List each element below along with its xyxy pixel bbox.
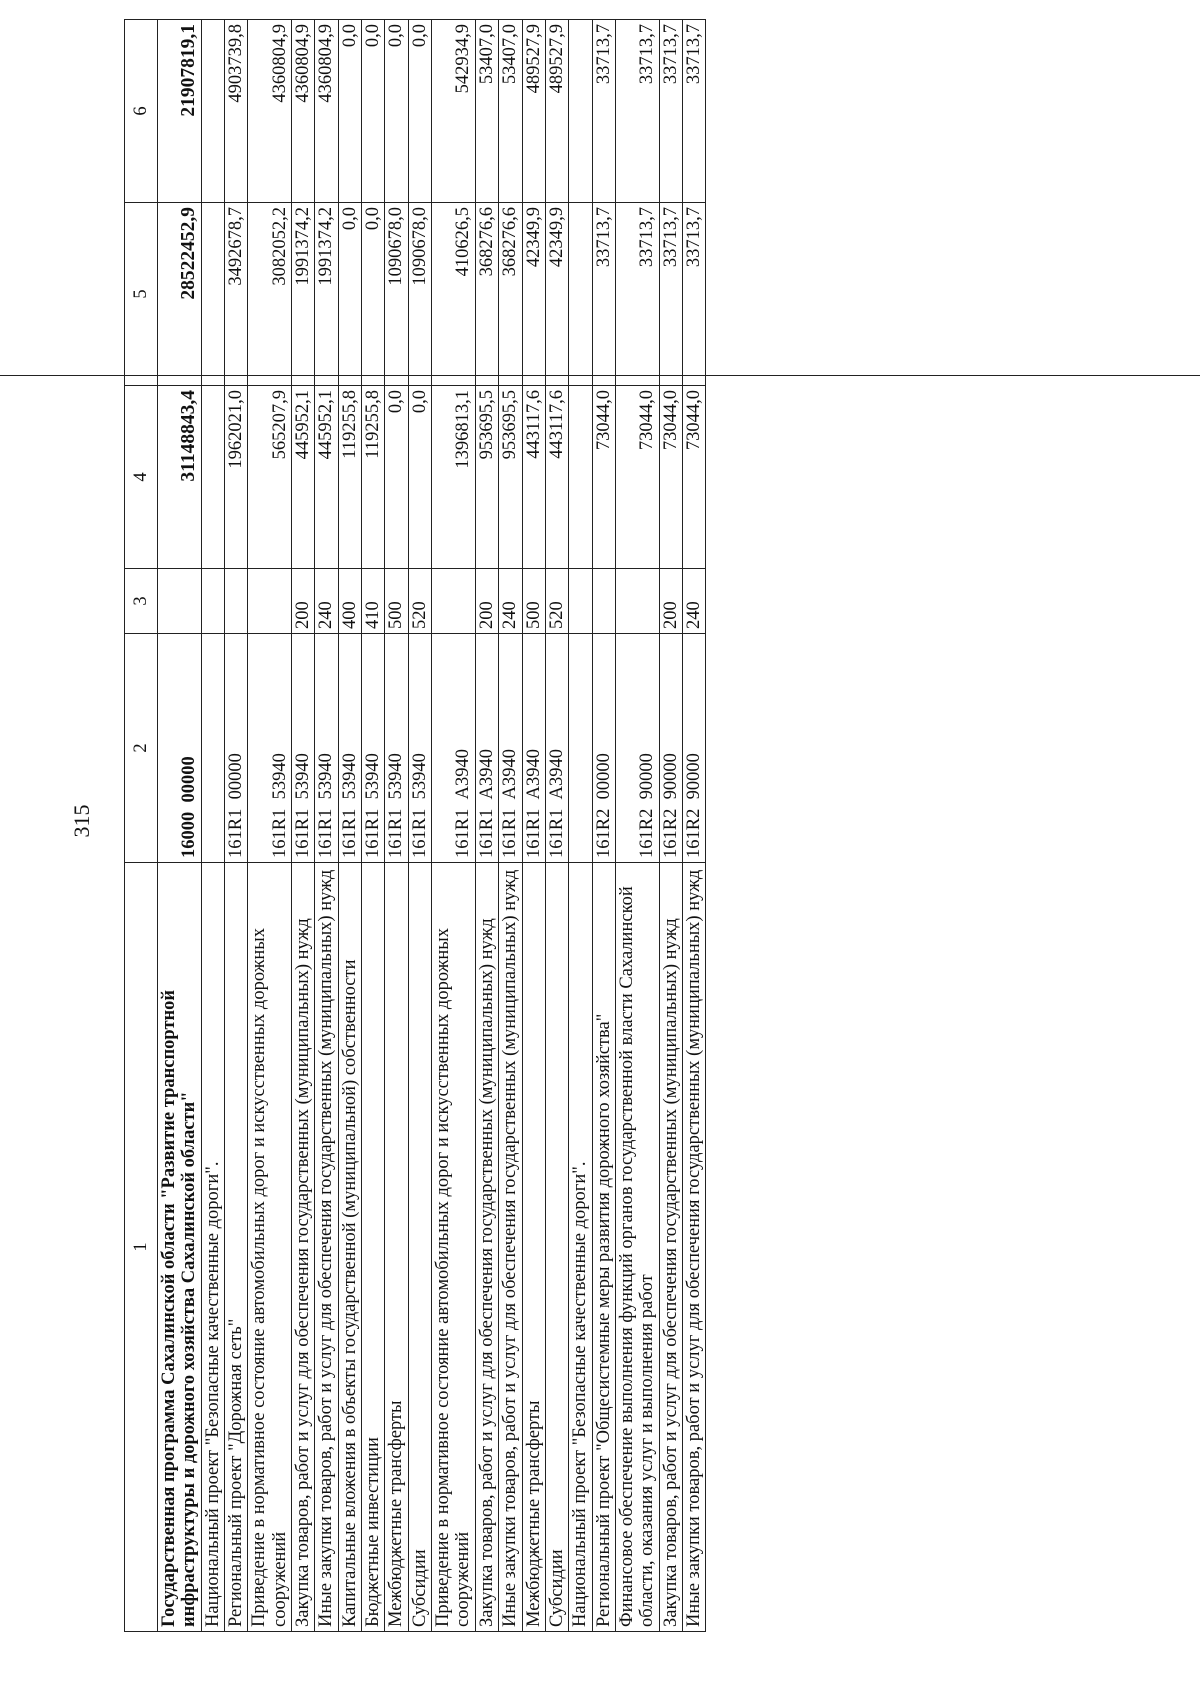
table-row bbox=[315, 20, 338, 1632]
expense-type-cell: 520 bbox=[408, 569, 431, 634]
amount-col4-cell bbox=[569, 386, 592, 569]
amount-col5-cell: 28522452,9 bbox=[158, 203, 202, 386]
row-name-cell: Национальный проект "Безопасные качественные дороги". bbox=[201, 863, 224, 1632]
amount-col6-cell: 4360804,9 bbox=[292, 20, 315, 203]
target-code-cell: 161R2 90000 bbox=[659, 634, 682, 863]
amount-col6-cell: 489527,9 bbox=[522, 20, 545, 203]
amount-col4-cell: 953695,5 bbox=[475, 386, 498, 569]
target-code-cell: 161R1 А3940 bbox=[545, 634, 568, 863]
table-body bbox=[158, 20, 706, 1632]
column-header-4: 4 bbox=[125, 386, 158, 569]
row-name-cell: Приведение в нормативное состояние автомобильных дорог и искусственных дорожных сооружений bbox=[248, 863, 292, 1632]
amount-col4-cell: 73044,0 bbox=[615, 386, 659, 569]
amount-col4-cell: 73044,0 bbox=[682, 386, 705, 569]
amount-col5-cell: 368276,6 bbox=[499, 203, 522, 386]
amount-col6-cell: 4903739,8 bbox=[225, 20, 248, 203]
expense-type-cell bbox=[569, 569, 592, 634]
amount-col6-cell: 489527,9 bbox=[545, 20, 568, 203]
amount-col6-cell: 0,0 bbox=[408, 20, 431, 203]
amount-col4-cell: 73044,0 bbox=[659, 386, 682, 569]
expense-type-cell bbox=[201, 569, 224, 634]
amount-col6-cell: 33713,7 bbox=[615, 20, 659, 203]
row-name-cell: Приведение в нормативное состояние автомобильных дорог и искусственных дорожных сооружений bbox=[432, 863, 476, 1632]
expense-type-cell: 200 bbox=[292, 569, 315, 634]
row-name-cell: Субсидии bbox=[545, 863, 568, 1632]
amount-col4-cell: 953695,5 bbox=[499, 386, 522, 569]
amount-col5-cell: 1090678,0 bbox=[385, 203, 408, 386]
amount-col5-cell: 33713,7 bbox=[659, 203, 682, 386]
amount-col5-cell: 368276,6 bbox=[475, 203, 498, 386]
amount-col5-cell: 42349,9 bbox=[545, 203, 568, 386]
amount-col5-cell: 33713,7 bbox=[592, 203, 615, 386]
expense-type-cell: 520 bbox=[545, 569, 568, 634]
row-name-cell: Субсидии bbox=[408, 863, 431, 1632]
table-row bbox=[225, 20, 248, 1632]
target-code-cell: 161R1 00000 bbox=[225, 634, 248, 863]
amount-col6-cell: 4360804,9 bbox=[315, 20, 338, 203]
target-code-cell: 16000 00000 bbox=[158, 634, 202, 863]
amount-col6-cell: 33713,7 bbox=[592, 20, 615, 203]
row-name-cell: Бюджетные инвестиции bbox=[362, 863, 385, 1632]
expense-type-cell: 240 bbox=[315, 569, 338, 634]
header-row bbox=[125, 20, 158, 1632]
table-row bbox=[499, 20, 522, 1632]
target-code-cell: 161R1 53940 bbox=[248, 634, 292, 863]
table-row bbox=[545, 20, 568, 1632]
table-row bbox=[385, 20, 408, 1632]
amount-col5-cell: 410626,5 bbox=[432, 203, 476, 386]
amount-col5-cell: 0,0 bbox=[338, 203, 361, 386]
expense-type-cell bbox=[615, 569, 659, 634]
target-code-cell: 161R2 90000 bbox=[682, 634, 705, 863]
target-code-cell: 161R1 53940 bbox=[362, 634, 385, 863]
expense-type-cell bbox=[432, 569, 476, 634]
target-code-cell bbox=[569, 634, 592, 863]
table-row bbox=[569, 20, 592, 1632]
target-code-cell: 161R1 53940 bbox=[338, 634, 361, 863]
expense-type-cell: 500 bbox=[385, 569, 408, 634]
amount-col6-cell: 53407,0 bbox=[499, 20, 522, 203]
amount-col4-cell: 119255,8 bbox=[338, 386, 361, 569]
expense-type-cell: 240 bbox=[499, 569, 522, 634]
expense-type-cell: 200 bbox=[475, 569, 498, 634]
row-name-cell: Закупка товаров, работ и услуг для обеспечения государственных (муниципальных) нужд bbox=[292, 863, 315, 1632]
amount-col4-cell: 443117,6 bbox=[522, 386, 545, 569]
expense-type-cell bbox=[158, 569, 202, 634]
row-name-cell: Иные закупки товаров, работ и услуг для обеспечения государственных (муниципальных) нужд bbox=[682, 863, 705, 1632]
amount-col4-cell: 445952,1 bbox=[292, 386, 315, 569]
expense-type-cell: 240 bbox=[682, 569, 705, 634]
amount-col6-cell bbox=[201, 20, 224, 203]
target-code-cell: 161R2 90000 bbox=[615, 634, 659, 863]
column-header-6: 6 bbox=[125, 20, 158, 203]
amount-col6-cell: 542934,9 bbox=[432, 20, 476, 203]
target-code-cell: 161R1 53940 bbox=[315, 634, 338, 863]
amount-col5-cell bbox=[569, 203, 592, 386]
table-row bbox=[158, 20, 202, 1632]
amount-col5-cell: 3082052,2 bbox=[248, 203, 292, 386]
amount-col5-cell: 3492678,7 bbox=[225, 203, 248, 386]
amount-col5-cell: 1991374,2 bbox=[315, 203, 338, 386]
expense-type-cell bbox=[225, 569, 248, 634]
table-row bbox=[522, 20, 545, 1632]
amount-col4-cell: 73044,0 bbox=[592, 386, 615, 569]
expense-type-cell: 500 bbox=[522, 569, 545, 634]
target-code-cell: 161R1 53940 bbox=[385, 634, 408, 863]
target-code-cell: 161R1 53940 bbox=[292, 634, 315, 863]
table-row bbox=[408, 20, 431, 1632]
expense-type-cell: 410 bbox=[362, 569, 385, 634]
amount-col5-cell bbox=[201, 203, 224, 386]
amount-col5-cell: 42349,9 bbox=[522, 203, 545, 386]
table-row bbox=[201, 20, 224, 1632]
amount-col5-cell: 1090678,0 bbox=[408, 203, 431, 386]
table-row bbox=[292, 20, 315, 1632]
target-code-cell bbox=[201, 634, 224, 863]
expense-type-cell bbox=[248, 569, 292, 634]
amount-col4-cell: 443117,6 bbox=[545, 386, 568, 569]
amount-col6-cell: 21907819,1 bbox=[158, 20, 202, 203]
amount-col4-cell: 31148843,4 bbox=[158, 386, 202, 569]
table-row bbox=[475, 20, 498, 1632]
amount-col6-cell: 33713,7 bbox=[659, 20, 682, 203]
rotated-table-wrapper bbox=[124, 24, 1096, 1632]
amount-col4-cell: 0,0 bbox=[385, 386, 408, 569]
amount-col5-cell: 33713,7 bbox=[682, 203, 705, 386]
row-name-cell: Закупка товаров, работ и услуг для обеспечения государственных (муниципальных) нужд bbox=[659, 863, 682, 1632]
amount-col6-cell: 0,0 bbox=[338, 20, 361, 203]
target-code-cell: 161R1 А3940 bbox=[475, 634, 498, 863]
amount-col5-cell: 33713,7 bbox=[615, 203, 659, 386]
target-code-cell: 161R1 А3940 bbox=[432, 634, 476, 863]
table-row bbox=[682, 20, 705, 1632]
row-name-cell: Капитальные вложения в объекты государственной (муниципальной) собственности bbox=[338, 863, 361, 1632]
expense-type-cell: 200 bbox=[659, 569, 682, 634]
amount-col5-cell: 0,0 bbox=[362, 203, 385, 386]
table-row bbox=[592, 20, 615, 1632]
row-name-cell: Региональный проект "Общесистемные меры развития дорожного хозяйства" bbox=[592, 863, 615, 1632]
target-code-cell: 161R1 А3940 bbox=[522, 634, 545, 863]
table-row bbox=[362, 20, 385, 1632]
amount-col6-cell: 4360804,9 bbox=[248, 20, 292, 203]
column-header-5: 5 bbox=[125, 203, 158, 386]
table-row bbox=[248, 20, 292, 1632]
amount-col6-cell: 53407,0 bbox=[475, 20, 498, 203]
row-name-cell: Финансовое обеспечение выполнения функций органов государственной власти Сахалинской области, оказания услуг и выполнения работ bbox=[615, 863, 659, 1632]
row-name-cell: Национальный проект "Безопасные качественные дороги". bbox=[569, 863, 592, 1632]
amount-col4-cell: 1396813,1 bbox=[432, 386, 476, 569]
amount-col4-cell: 119255,8 bbox=[362, 386, 385, 569]
row-name-cell: Иные закупки товаров, работ и услуг для обеспечения государственных (муниципальных) нужд bbox=[499, 863, 522, 1632]
table-row bbox=[338, 20, 361, 1632]
amount-col4-cell: 565207,9 bbox=[248, 386, 292, 569]
expense-type-cell bbox=[592, 569, 615, 634]
column-header-2: 2 bbox=[125, 634, 158, 863]
target-code-cell: 161R2 00000 bbox=[592, 634, 615, 863]
column-header-3: 3 bbox=[125, 569, 158, 634]
row-name-cell: Межбюджетные трансферты bbox=[385, 863, 408, 1632]
target-code-cell: 161R1 53940 bbox=[408, 634, 431, 863]
amount-col4-cell: 1962021,0 bbox=[225, 386, 248, 569]
amount-col4-cell: 0,0 bbox=[408, 386, 431, 569]
amount-col6-cell: 0,0 bbox=[362, 20, 385, 203]
target-code-cell: 161R1 А3940 bbox=[499, 634, 522, 863]
budget-table bbox=[124, 19, 706, 1632]
row-name-cell: Иные закупки товаров, работ и услуг для обеспечения государственных (муниципальных) нужд bbox=[315, 863, 338, 1632]
row-name-cell: Региональный проект "Дорожная сеть" bbox=[225, 863, 248, 1632]
row-name-cell: Межбюджетные трансферты bbox=[522, 863, 545, 1632]
amount-col6-cell bbox=[569, 20, 592, 203]
column-header-1: 1 bbox=[125, 863, 158, 1632]
amount-col6-cell: 33713,7 bbox=[682, 20, 705, 203]
amount-col5-cell: 1991374,2 bbox=[292, 203, 315, 386]
page-number: 315 bbox=[69, 804, 94, 838]
table-row bbox=[615, 20, 659, 1632]
row-name-cell: Закупка товаров, работ и услуг для обеспечения государственных (муниципальных) нужд bbox=[475, 863, 498, 1632]
table-row bbox=[432, 20, 476, 1632]
amount-col4-cell: 445952,1 bbox=[315, 386, 338, 569]
table-row bbox=[659, 20, 682, 1632]
expense-type-cell: 400 bbox=[338, 569, 361, 634]
row-name-cell: Государственная программа Сахалинской области "Развитие транспортной инфраструктуры и дорожного хозяйства Сахалинской области" bbox=[158, 863, 202, 1632]
amount-col4-cell bbox=[201, 386, 224, 569]
amount-col6-cell: 0,0 bbox=[385, 20, 408, 203]
